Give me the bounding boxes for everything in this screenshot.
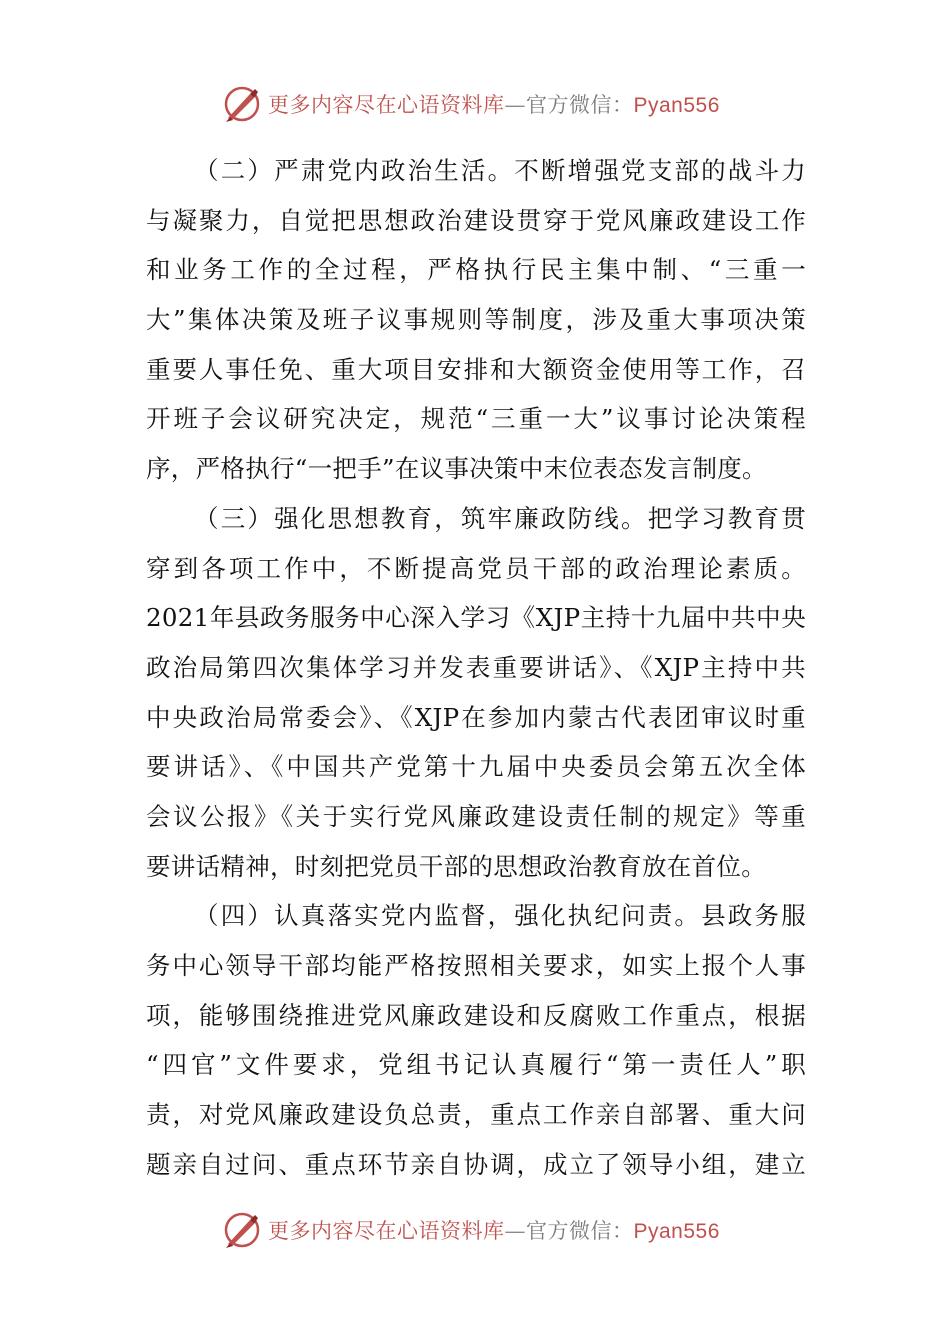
banner-wechat-label: 官方微信： — [526, 1219, 634, 1243]
paragraph-line: （四）认真落实党内监督，强化执纪问责。县政务服 — [194, 901, 806, 931]
paragraph-line: “四官”文件要求，党组书记认真履行“第一责任人”职 — [146, 1050, 806, 1080]
paragraph-line: 与凝聚力，自觉把思想政治建设贯穿于党风廉政建设工作 — [146, 205, 806, 235]
paragraph-line: （三）强化思想教育，筑牢廉政防线。把学习教育贯 — [194, 503, 806, 533]
paragraph-line: 务中心领导干部均能严格按照相关要求，如实上报个人事 — [146, 951, 806, 980]
paragraph-line: 大”集体决策及班子议事规则等制度，涉及重大事项决策 — [146, 305, 806, 335]
footer-watermark-banner — [222, 1208, 742, 1252]
banner-dash: — — [504, 1219, 526, 1243]
banner-text — [268, 89, 720, 119]
paragraph-3 — [146, 494, 806, 892]
paragraph-line: 中央政治局常委会》、《XJP在参加内蒙古代表团审议时重 — [146, 702, 806, 732]
paragraph-line: 题亲自过问、重点环节亲自协调，成立了领导小组，建立 — [146, 1149, 806, 1179]
paragraph-4 — [146, 891, 806, 1189]
banner-site-name: 更多内容尽在心语资料库 — [268, 1219, 505, 1243]
banner-wechat-label: 官方微信： — [526, 93, 634, 117]
header-watermark-banner — [222, 82, 742, 126]
paragraph-line: 责，对党风廉政建设负总责，重点工作亲自部署、重大问 — [146, 1100, 806, 1130]
paragraph-line: 会议公报》《关于实行党风廉政建设责任制的规定》等重 — [146, 801, 806, 831]
banner-wechat-id: Pyan556 — [633, 1220, 720, 1243]
paragraph-line: 和业务工作的全过程，严格执行民主集中制、“三重一 — [146, 255, 806, 285]
paragraph-line: 开班子会议研究决定，规范“三重一大”议事讨论决策程 — [146, 404, 806, 434]
paragraph-line: 政治局第四次集体学习并发表重要讲话》、《XJP主持中共 — [146, 652, 806, 682]
paragraph-line: 要讲话精神，时刻把党员干部的思想政治教育放在首位。 — [146, 851, 766, 881]
pen-logo-icon — [222, 84, 262, 124]
document-body — [146, 146, 806, 1189]
paragraph-line: 要讲话》、《中国共产党第十九届中央委员会第五次全体 — [146, 752, 806, 782]
banner-wechat-id: Pyan556 — [633, 94, 720, 117]
paragraph-line: 重要人事任免、重大项目安排和大额资金使用等工作，召 — [146, 354, 806, 384]
paragraph-line: （二）严肃党内政治生活。不断增强党支部的战斗力 — [194, 156, 806, 185]
paragraph-line: 序，严格执行“一把手”在议事决策中末位表态发言制度。 — [146, 454, 767, 484]
paragraph-line: 穿到各项工作中，不断提高党员干部的政治理论素质。 — [146, 553, 806, 583]
banner-text — [268, 1215, 720, 1245]
paragraph-2 — [146, 146, 806, 494]
banner-dash: — — [504, 93, 526, 117]
paragraph-line: 项，能够围绕推进党风廉政建设和反腐败工作重点，根据 — [146, 1000, 806, 1030]
banner-site-name: 更多内容尽在心语资料库 — [268, 93, 505, 117]
pen-logo-icon — [222, 1210, 262, 1250]
paragraph-line: 2021年县政务服务中心深入学习《XJP主持十九届中共中央 — [146, 603, 806, 633]
